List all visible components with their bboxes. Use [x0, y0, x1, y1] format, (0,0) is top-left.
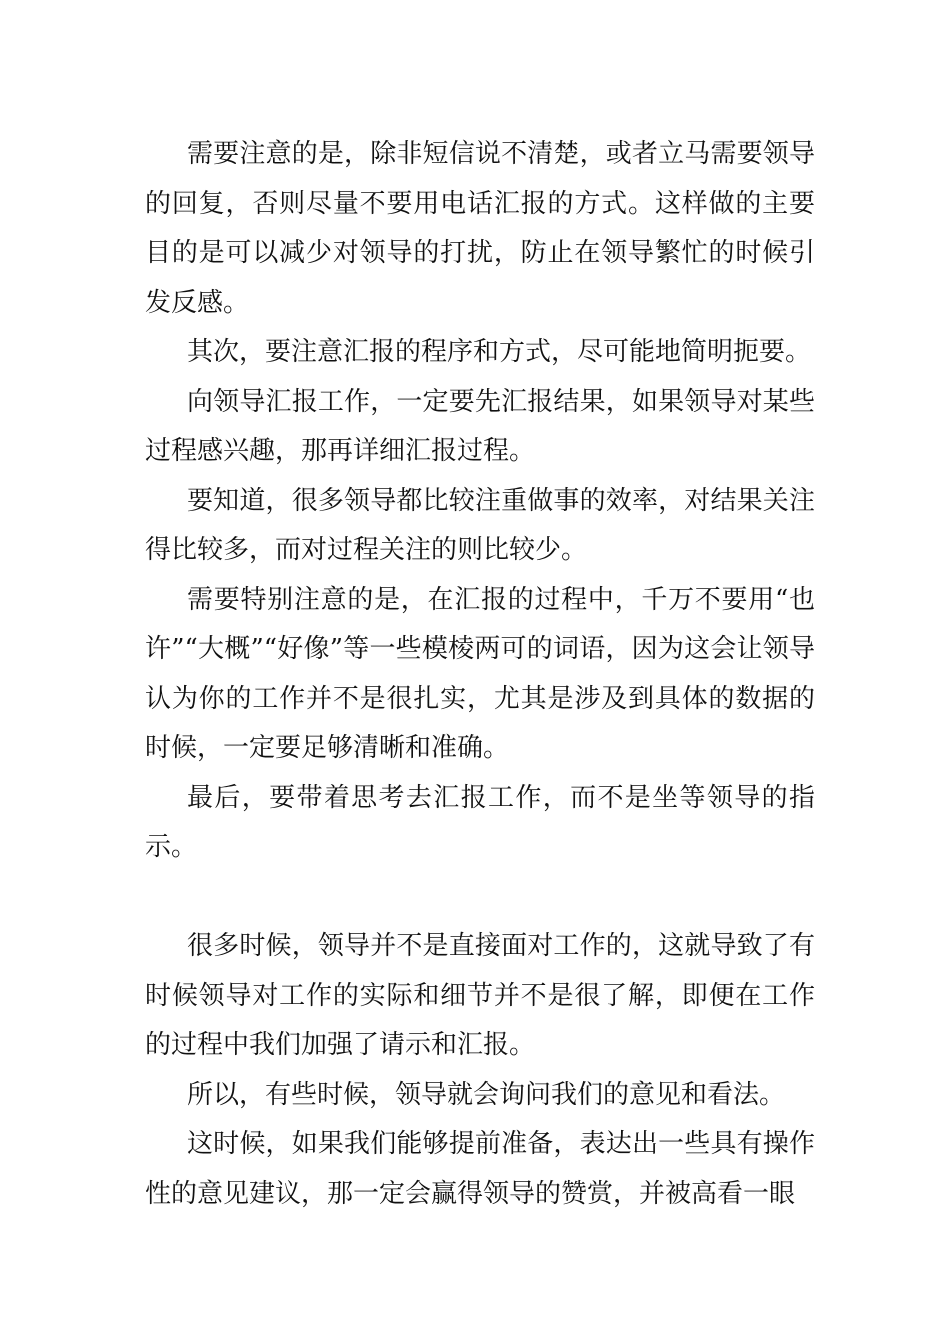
paragraph-report-procedure: 其次，要注意汇报的程序和方式，尽可能地简明扼要。 [187, 337, 812, 367]
paragraph-phone-report-note: 需要注意的是，除非短信说不清楚，或者立马需要领导的回复，否则尽量不要用电话汇报的方式。这样做的主要目的是可以减少对领导的打扰，防止在领导繁忙的时候引发反感。 [145, 139, 815, 318]
document-body [145, 130, 815, 1219]
paragraph-leader-unaware-details: 很多时候，领导并不是直接面对工作的，这就导致了有时候领导对工作的实际和细节并不是很了解，即便在工作的过程中我们加强了请示和汇报。 [145, 931, 815, 1060]
paragraph-efficiency: 要知道，很多领导都比较注重做事的效率，对结果关注得比较多，而对过程关注的则比较少。 [145, 485, 815, 565]
paragraph-result-first: 向领导汇报工作，一定要先汇报结果，如果领导对某些过程感兴趣，那再详细汇报过程。 [145, 386, 815, 466]
paragraph-avoid-vague-words: 需要特别注意的是，在汇报的过程中，千万不要用“也许”“大概”“好像”等一些模棱两可的词语，因为这会让领导认为你的工作并不是很扎实，尤其是涉及到具体的数据的时候，一定要足够清晰和准确。 [145, 584, 815, 763]
paragraph-leader-asks-opinion: 所以，有些时候，领导就会询问我们的意见和看法。 [187, 1079, 786, 1110]
section-gap [145, 873, 815, 923]
paragraph-prepare-suggestions: 这时候，如果我们能够提前准备，表达出一些具有操作性的意见建议，那一定会赢得领导的赞赏，并被高看一眼 [145, 1129, 815, 1209]
paragraph-report-with-thinking: 最后，要带着思考去汇报工作，而不是坐等领导的指示。 [145, 782, 815, 862]
